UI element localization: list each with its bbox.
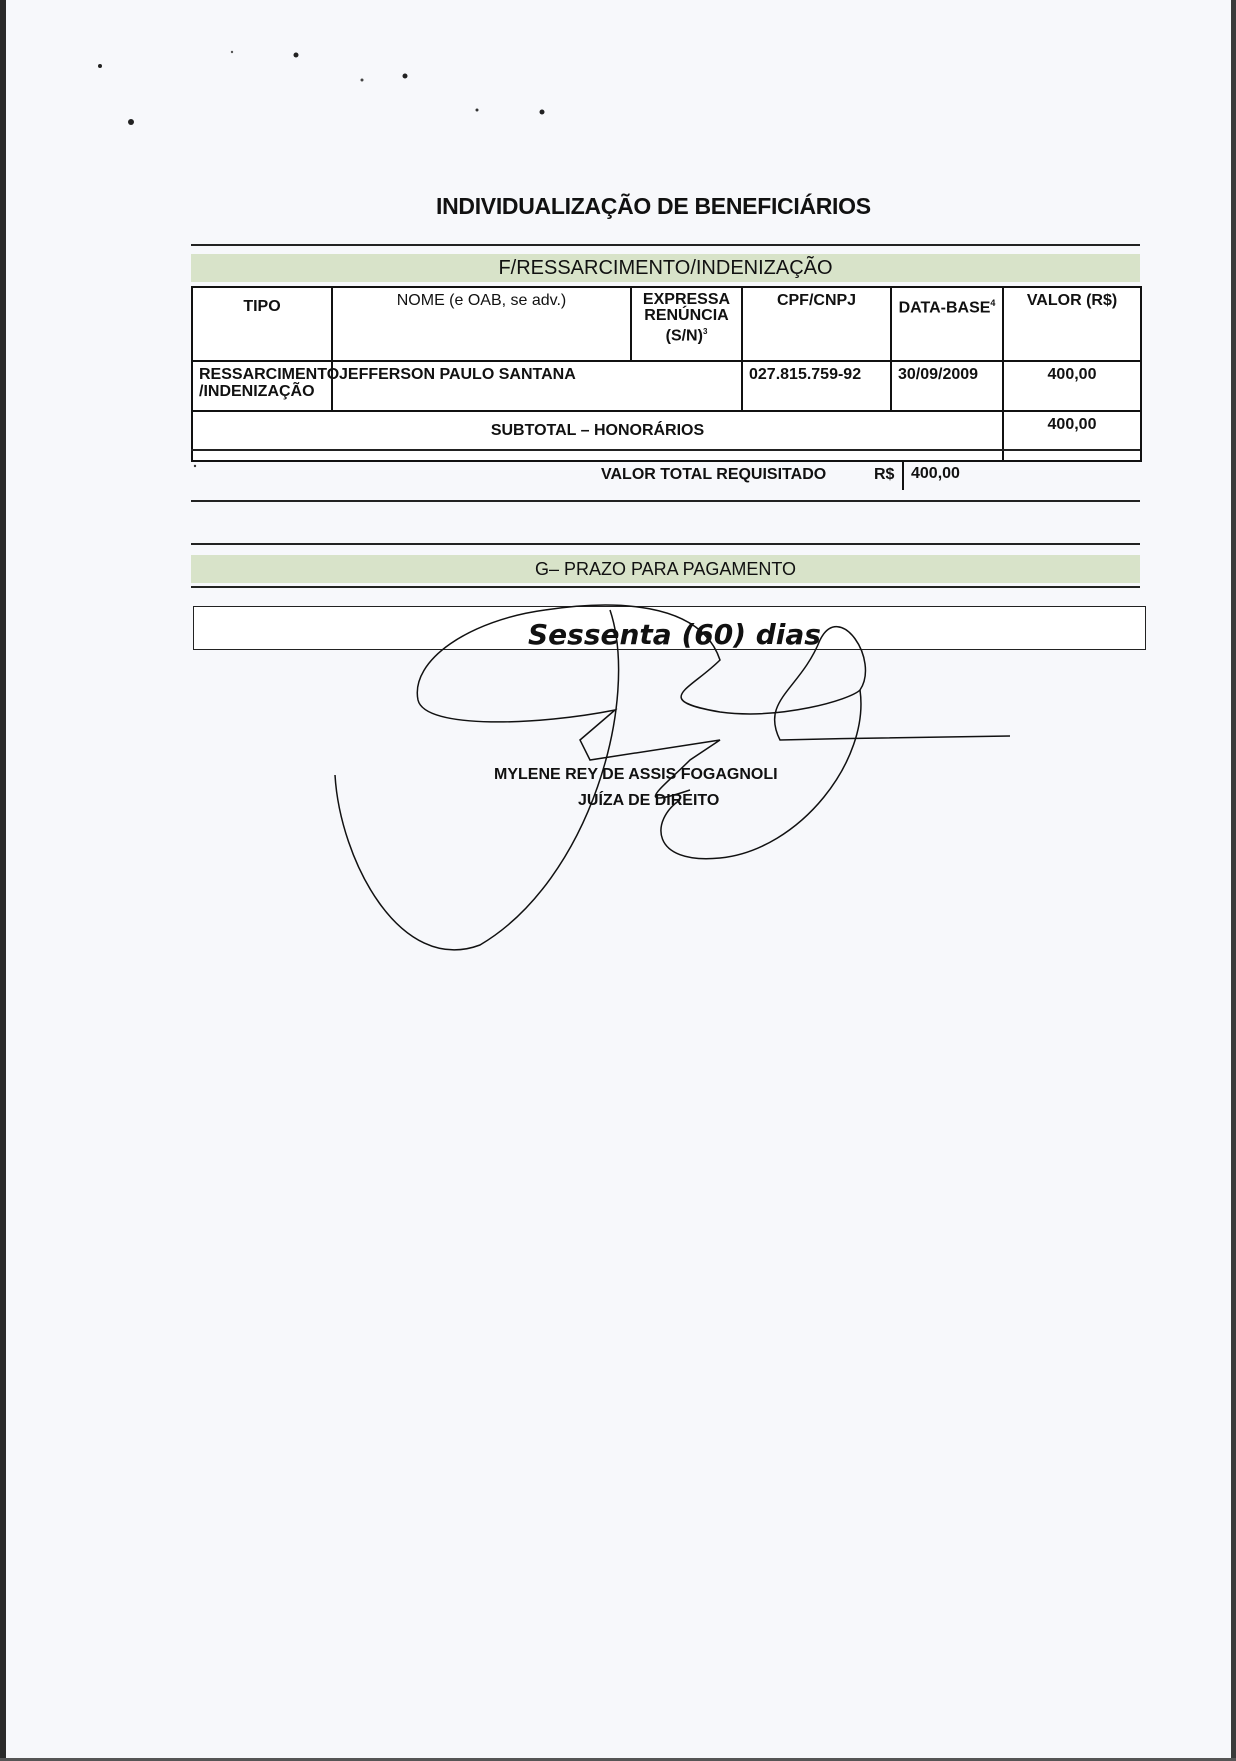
cell-cpf: 027.815.759-92 <box>742 361 891 411</box>
section-g-heading: G– PRAZO PARA PAGAMENTO <box>191 555 1140 583</box>
cell-data-base: 30/09/2009 <box>891 361 1003 411</box>
signer-name: MYLENE REY DE ASSIS FOGAGNOLI <box>494 766 778 783</box>
total-top-rule <box>191 449 1140 451</box>
total-separator <box>902 460 904 490</box>
total-line <box>191 460 1140 490</box>
signer-role: JUÍZA DE DIREITO <box>578 792 720 809</box>
col-header-data-base <box>891 287 1003 361</box>
col-header-renuncia-line3 <box>638 324 735 344</box>
subtotal-label: SUBTOTAL – HONORÁRIOS <box>192 411 1003 461</box>
subtotal-row <box>192 411 1141 461</box>
data-base-label: DATA-BASE <box>898 299 991 317</box>
col-header-cpf: CPF/CNPJ <box>742 287 891 361</box>
payment-term-value: Sessenta (60) dias <box>528 618 821 651</box>
cell-nome: JEFFERSON PAULO SANTANA <box>332 361 742 411</box>
document-title: INDIVIDUALIZAÇÃO DE BENEFICIÁRIOS <box>436 193 871 219</box>
section-g-bottom-rule <box>191 586 1140 588</box>
beneficiaries-table <box>191 286 1142 462</box>
col-header-renuncia <box>631 287 742 361</box>
footnote-4: 4 <box>990 298 996 308</box>
total-bottom-rule <box>191 500 1140 502</box>
cell-tipo-line1: RESSARCIMENTO <box>199 366 340 383</box>
subtotal-value: 400,00 <box>1003 411 1141 461</box>
col-header-tipo: TIPO <box>192 287 332 361</box>
footnote-3: 3 <box>702 327 708 336</box>
col-header-renuncia-line1: EXPRESSA <box>642 291 731 308</box>
cell-tipo-line2: /INDENIZAÇÃO <box>199 383 315 400</box>
section-f-heading: F/RESSARCIMENTO/INDENIZAÇÃO <box>191 254 1140 282</box>
col-header-valor: VALOR (R$) <box>1003 287 1141 361</box>
col-header-nome: NOME (e OAB, se adv.) <box>332 287 631 361</box>
renuncia-sn: (S/N) <box>665 327 703 345</box>
table-header-row <box>192 287 1141 361</box>
section-g-top-rule <box>191 543 1140 545</box>
total-currency: R$ <box>874 466 895 483</box>
total-label: VALOR TOTAL REQUISITADO <box>601 466 827 483</box>
scan-edge-right <box>1231 0 1236 1761</box>
section-f-top-rule <box>191 244 1140 246</box>
cell-valor: 400,00 <box>1003 361 1141 411</box>
scan-edge-left <box>0 0 6 1761</box>
total-value: 400,00 <box>911 465 960 482</box>
cell-tipo <box>192 361 340 411</box>
col-header-renuncia-line2: RENÚNCIA <box>644 307 729 324</box>
table-row <box>192 361 1141 411</box>
